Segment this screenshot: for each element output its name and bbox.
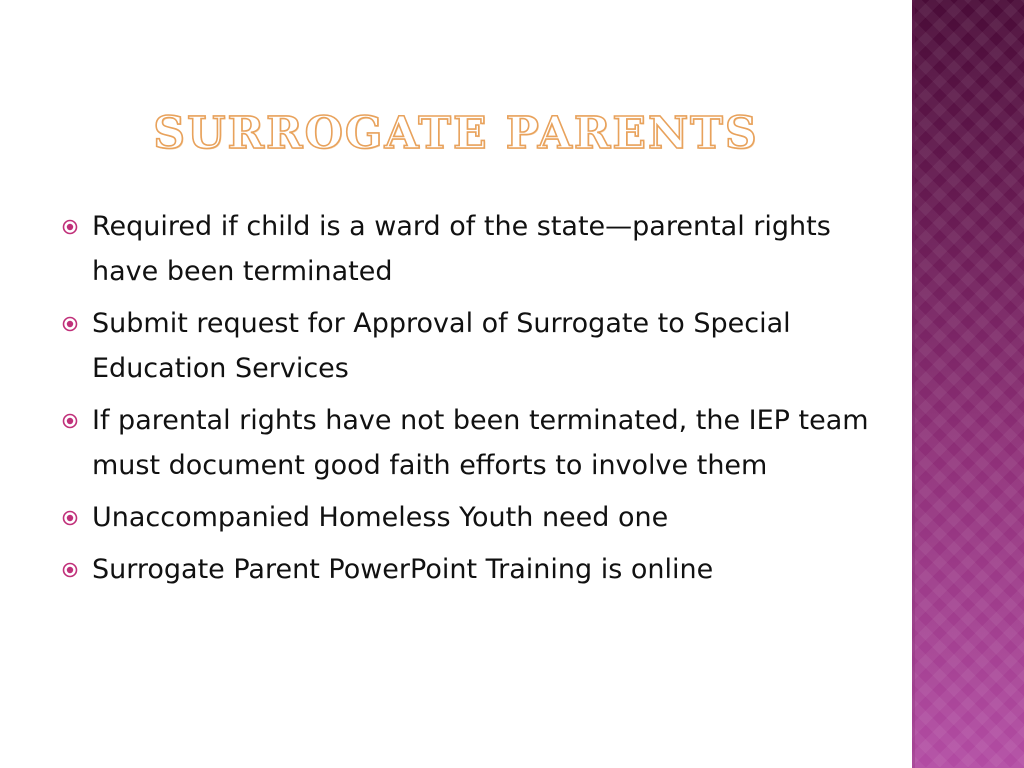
circle-dot-icon (62, 562, 78, 578)
bullet-item-homeless-youth (62, 495, 872, 540)
circle-dot-icon (62, 219, 78, 235)
circle-dot-icon (62, 510, 78, 526)
bullet-item-submit-request (62, 301, 872, 391)
bullet-item-training-online (62, 547, 872, 592)
circle-dot-icon (62, 316, 78, 332)
side-band-edge (912, 0, 915, 768)
bullet-text: Required if child is a ward of the state—parental rights have been terminated (92, 211, 831, 287)
bullet-list (62, 204, 872, 599)
bullet-text: Unaccompanied Homeless Youth need one (92, 502, 669, 533)
slide-title: SURROGATE PARENTS (153, 108, 759, 159)
decorative-side-band (912, 0, 1024, 768)
bullet-text: Surrogate Parent PowerPoint Training is online (92, 554, 714, 585)
bullet-item-ward-of-state (62, 204, 872, 294)
bullet-text: If parental rights have not been terminated, the IEP team must document good faith efforts to involve them (92, 405, 869, 481)
bullet-text: Submit request for Approval of Surrogate to Special Education Services (92, 308, 791, 384)
bullet-item-good-faith-efforts (62, 398, 872, 488)
circle-dot-icon (62, 413, 78, 429)
